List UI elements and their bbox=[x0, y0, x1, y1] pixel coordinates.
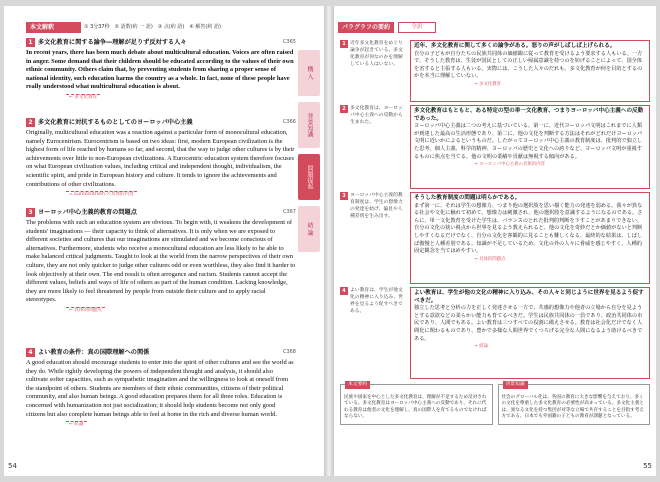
summary-grid bbox=[340, 40, 650, 382]
row-translation: そうした教育制度の問題は明らかである。 まず第一に、それは学生の想像力、つまり他の選択肢を思い描く能力の発達を弱める。我々が異なる社会や文化に触れて初めて、想像力は刺激され、他の選択肢を意識するようになるのである。さらに、単一文化教育を受けた学生は、バランスのとれた批判的判断を下すことがあまりできない。自分の文化の狭い視点から世界を見るよう教えられると、他の文化を奇妙だとか価値がないと判断しやすくなるだけでなく、自分の文化を客観的に見ることも難しくなる。最終的な結果は、しばしば傲慢と人種差別である。知識が不足しているため、文化の外の人々に脅威を感じやすく、人種的固定観念を当てはめやすい。 → 具体的問題点 bbox=[410, 192, 650, 284]
row-summary: 近年多文化教育をめぐり論争が起きている。多文化教育が何なのかを理解している人はいない。 bbox=[350, 41, 403, 67]
row-number: 4 bbox=[340, 287, 348, 295]
box-text: 社会のグローバル化は、各国の教育に大きな影響を与えており、多くの文化を尊重した多文化教育の必要性が高まっている。多文化主義とは、異なる文化を持つ集団が対等な立場で共存することを目指す考え方である。日本でも外国籍の子どもの教育が課題となっている。 bbox=[501, 395, 644, 420]
background-box bbox=[498, 384, 651, 425]
reading-meta: ① 3分37秒 ② 語数(約 一 語) ③ 点(約 語) ④ 解答(約 語) bbox=[84, 24, 221, 30]
tab-conclusion[interactable]: 結 論 bbox=[298, 206, 320, 252]
section-title: 多文化教育に関する論争―理解が足りず反対する人々 bbox=[38, 39, 187, 46]
summary-box bbox=[340, 384, 493, 425]
row-number: 3 bbox=[340, 192, 348, 200]
row-summary: よい教育は、学生が他文化の精神に入り込み、世界を見るよう促すべきである。 bbox=[350, 288, 404, 314]
section-code: C368 bbox=[282, 349, 296, 355]
summary-row bbox=[340, 105, 650, 189]
section-code: C365 bbox=[282, 39, 296, 45]
left-page bbox=[4, 6, 324, 476]
section-title: 多文化教育に対抗するものとしてのヨーロッパ中心主義 bbox=[38, 119, 193, 126]
row-translation: 近年、多文化教育に関して多くの論争がある。怒りの声がしばしば上げられる。 自分の子どもが自分たちの民族共同体の価値観に従って教育を受けるよう要求する人もいる。一方で、そうした教育は、生徒が国民としての正しい帰属意識を持つのを妨げることによって、国全体を害すると主張する人もいる。実際には、こうした人々のだれも、多文化教育が何を目的とするのかを本当に理解していない。 → 多文化教育 bbox=[410, 40, 650, 102]
section-1 bbox=[26, 38, 296, 101]
bottom-boxes bbox=[340, 384, 650, 425]
section-code: C367 bbox=[282, 209, 296, 215]
summary-row bbox=[340, 40, 650, 102]
page-number: 55 bbox=[643, 462, 652, 470]
page-header-label: パラグラフの要約 bbox=[338, 22, 394, 33]
tab-background[interactable]: 背景知識 bbox=[298, 102, 320, 148]
section-text: In recent years, there has been much debate about multicultural education. Voices are often raised in anger. Some demand that their children should be educated according to the values of their own ethnic community. Others claim that, by preventing students from sharing a proper sense of national identity, such education harms the country as a whole. In fact, none of these people have really understood what multicultural education is about. bbox=[26, 49, 294, 91]
section-annotation: ← 多文化教育 bbox=[66, 94, 100, 101]
row-summary: 多文化教育は、ヨーロッパ中心主義への反動から生まれた。 bbox=[350, 106, 403, 125]
row-number: 2 bbox=[340, 105, 348, 113]
page-number: 54 bbox=[8, 462, 17, 470]
section-annotation: ← 結論 bbox=[66, 421, 87, 428]
section-code: C366 bbox=[282, 119, 296, 125]
page-header-label: 本文解釈 bbox=[26, 22, 81, 33]
right-page bbox=[334, 6, 656, 476]
tab-full-translation[interactable]: 全訳 bbox=[398, 22, 436, 33]
section-number: 3 bbox=[26, 208, 35, 217]
section-annotation: = Eurocentrism の具体的内容 bbox=[66, 191, 137, 198]
row-translation: 多文化教育はもともと、ある特定の型の単一文化教育、つまりヨーロッパ中心主義への反動であった。 ヨーロッパ中心主義は二つの考えに基づいている。第一に、近代ヨーロッパ文明はこれまでに人類が到達した最高の生活形態であり、第二に、他の文化を判断する方法はそれがどれだけヨーロッパ文明に近いかによるというものだ。したがってヨーロッパ中心主義の教育制度は、批判的で独立した思考、個人主義、科学的精神、ヨーロッパの歴史と文化への誇りなど、ヨーロッパ文明が重視するものに焦点を当てる。他の文明の業績や貢献は無視する傾向がある。 → ヨーロッパ中心主義の具体的内容 bbox=[410, 105, 650, 189]
section-text: A good education should encourage students to enter into the spirit of other cultures and see the world as they do. While rightly developing the powers of independent thought and analysis, it should also cultivate softer capacities, such as sympathetic imagination and the willingness to look at oneself from the standpoint of others. Students are members of their ethnic communities, citizens of their political community, and also human beings. A good education prepares them for all three roles. Education is concerned with humanization not just socialization; it should help students become not only good citizens but also complete human beings able to feel at home in the rich and diverse human world. bbox=[26, 359, 294, 418]
section-title: ヨーロッパ中心主義的教育の問題点 bbox=[38, 209, 137, 216]
section-text: Originally, multicultural education was a reaction against a particular form of monocultural education, namely Eurocentrism. Eurocentrism is based on two ideas: first, modern European civilization is the highest form of life reached by humans so far, and second, that the way to judge other cultures is by their achievements over little to non-European civilizations. A Eurocentric education system therefore focuses on what European civilization values, including critical and independent thought, individualism, the scientific spirit, and pride in European history and culture. It tends to ignore the achievements and contributions of other civilizations. bbox=[26, 129, 295, 188]
summary-row bbox=[340, 192, 650, 284]
tab-intro[interactable]: 構 入 bbox=[298, 50, 320, 96]
row-summary: ヨーロッパ中心主義的教育制度は、学生の想像力の発達を妨げ、偏見や人種差別を生み出す。 bbox=[350, 193, 403, 219]
row-translation: よい教育は、学生が他の文化の精神に入り込み、その人々と同じように世界を見るよう促すべきだ。 独立した思考と分析の力を正しく発達させる一方で、共感的想像力や他者の立場から自分を見ようとする意欲などの柔らかい能力も育てるべきだ。学生は民族共同体の一員であり、政治共同体の市民であり、人間でもある。よい教育は三つすべての役割に備えさせる。教育は社会化だけでなく人間化に関わるものであり、豊かで多様な人間世界でくつろげる完全な人間になるよう助けるべきである。 → 結論 bbox=[410, 287, 650, 379]
section-title: よい教育の条件：真の国際理解への関係 bbox=[38, 349, 150, 356]
section-4 bbox=[26, 348, 296, 428]
section-number: 4 bbox=[26, 348, 35, 357]
section-text: The problems with such an education system are obvious. To begin with, it weakens the development of students' imaginations — their capacity to think of alternatives. It is only when we are exposed to different societies and cultures that our imaginations are stimulated and we become conscious of alternatives. Furthermore, students who receive a monocultural education are less likely to be able to make balanced critical judgments. Taught to look at the world from the narrow perspectives of their own culture, they are not only quicker to judge other cultures odd or even worthless, they also find it harder to look objectively at their own. The end result is often arrogance and racism. Students cannot accept the different values, beliefs and ways of life of others as part of the human condition. Lacking knowledge, they are more likely to feel threatened by people from outside their culture and to apply racial stereotypes. bbox=[26, 219, 296, 304]
box-title: 背景知識 bbox=[503, 381, 528, 389]
summary-row bbox=[340, 287, 650, 379]
section-3 bbox=[26, 208, 296, 314]
section-annotation: ← 具体的問題点 bbox=[66, 307, 105, 314]
box-title: 本文要約 bbox=[345, 381, 370, 389]
box-text: 民族や国家を中心とした多文化教育は、理解が不足するため反対されている。多文化教育はヨーロッパ中心主義への反動であり、それに代わる教育は他者の文化を理解し、真の国際人を育てるものでなければならない。 bbox=[344, 395, 487, 420]
section-number: 1 bbox=[26, 38, 35, 47]
tab-problem[interactable]: 問題提起 bbox=[298, 154, 320, 200]
book-spine bbox=[324, 6, 334, 476]
section-tabs bbox=[298, 50, 320, 258]
row-number: 1 bbox=[340, 40, 348, 48]
section-2 bbox=[26, 118, 296, 198]
section-number: 2 bbox=[26, 118, 35, 127]
